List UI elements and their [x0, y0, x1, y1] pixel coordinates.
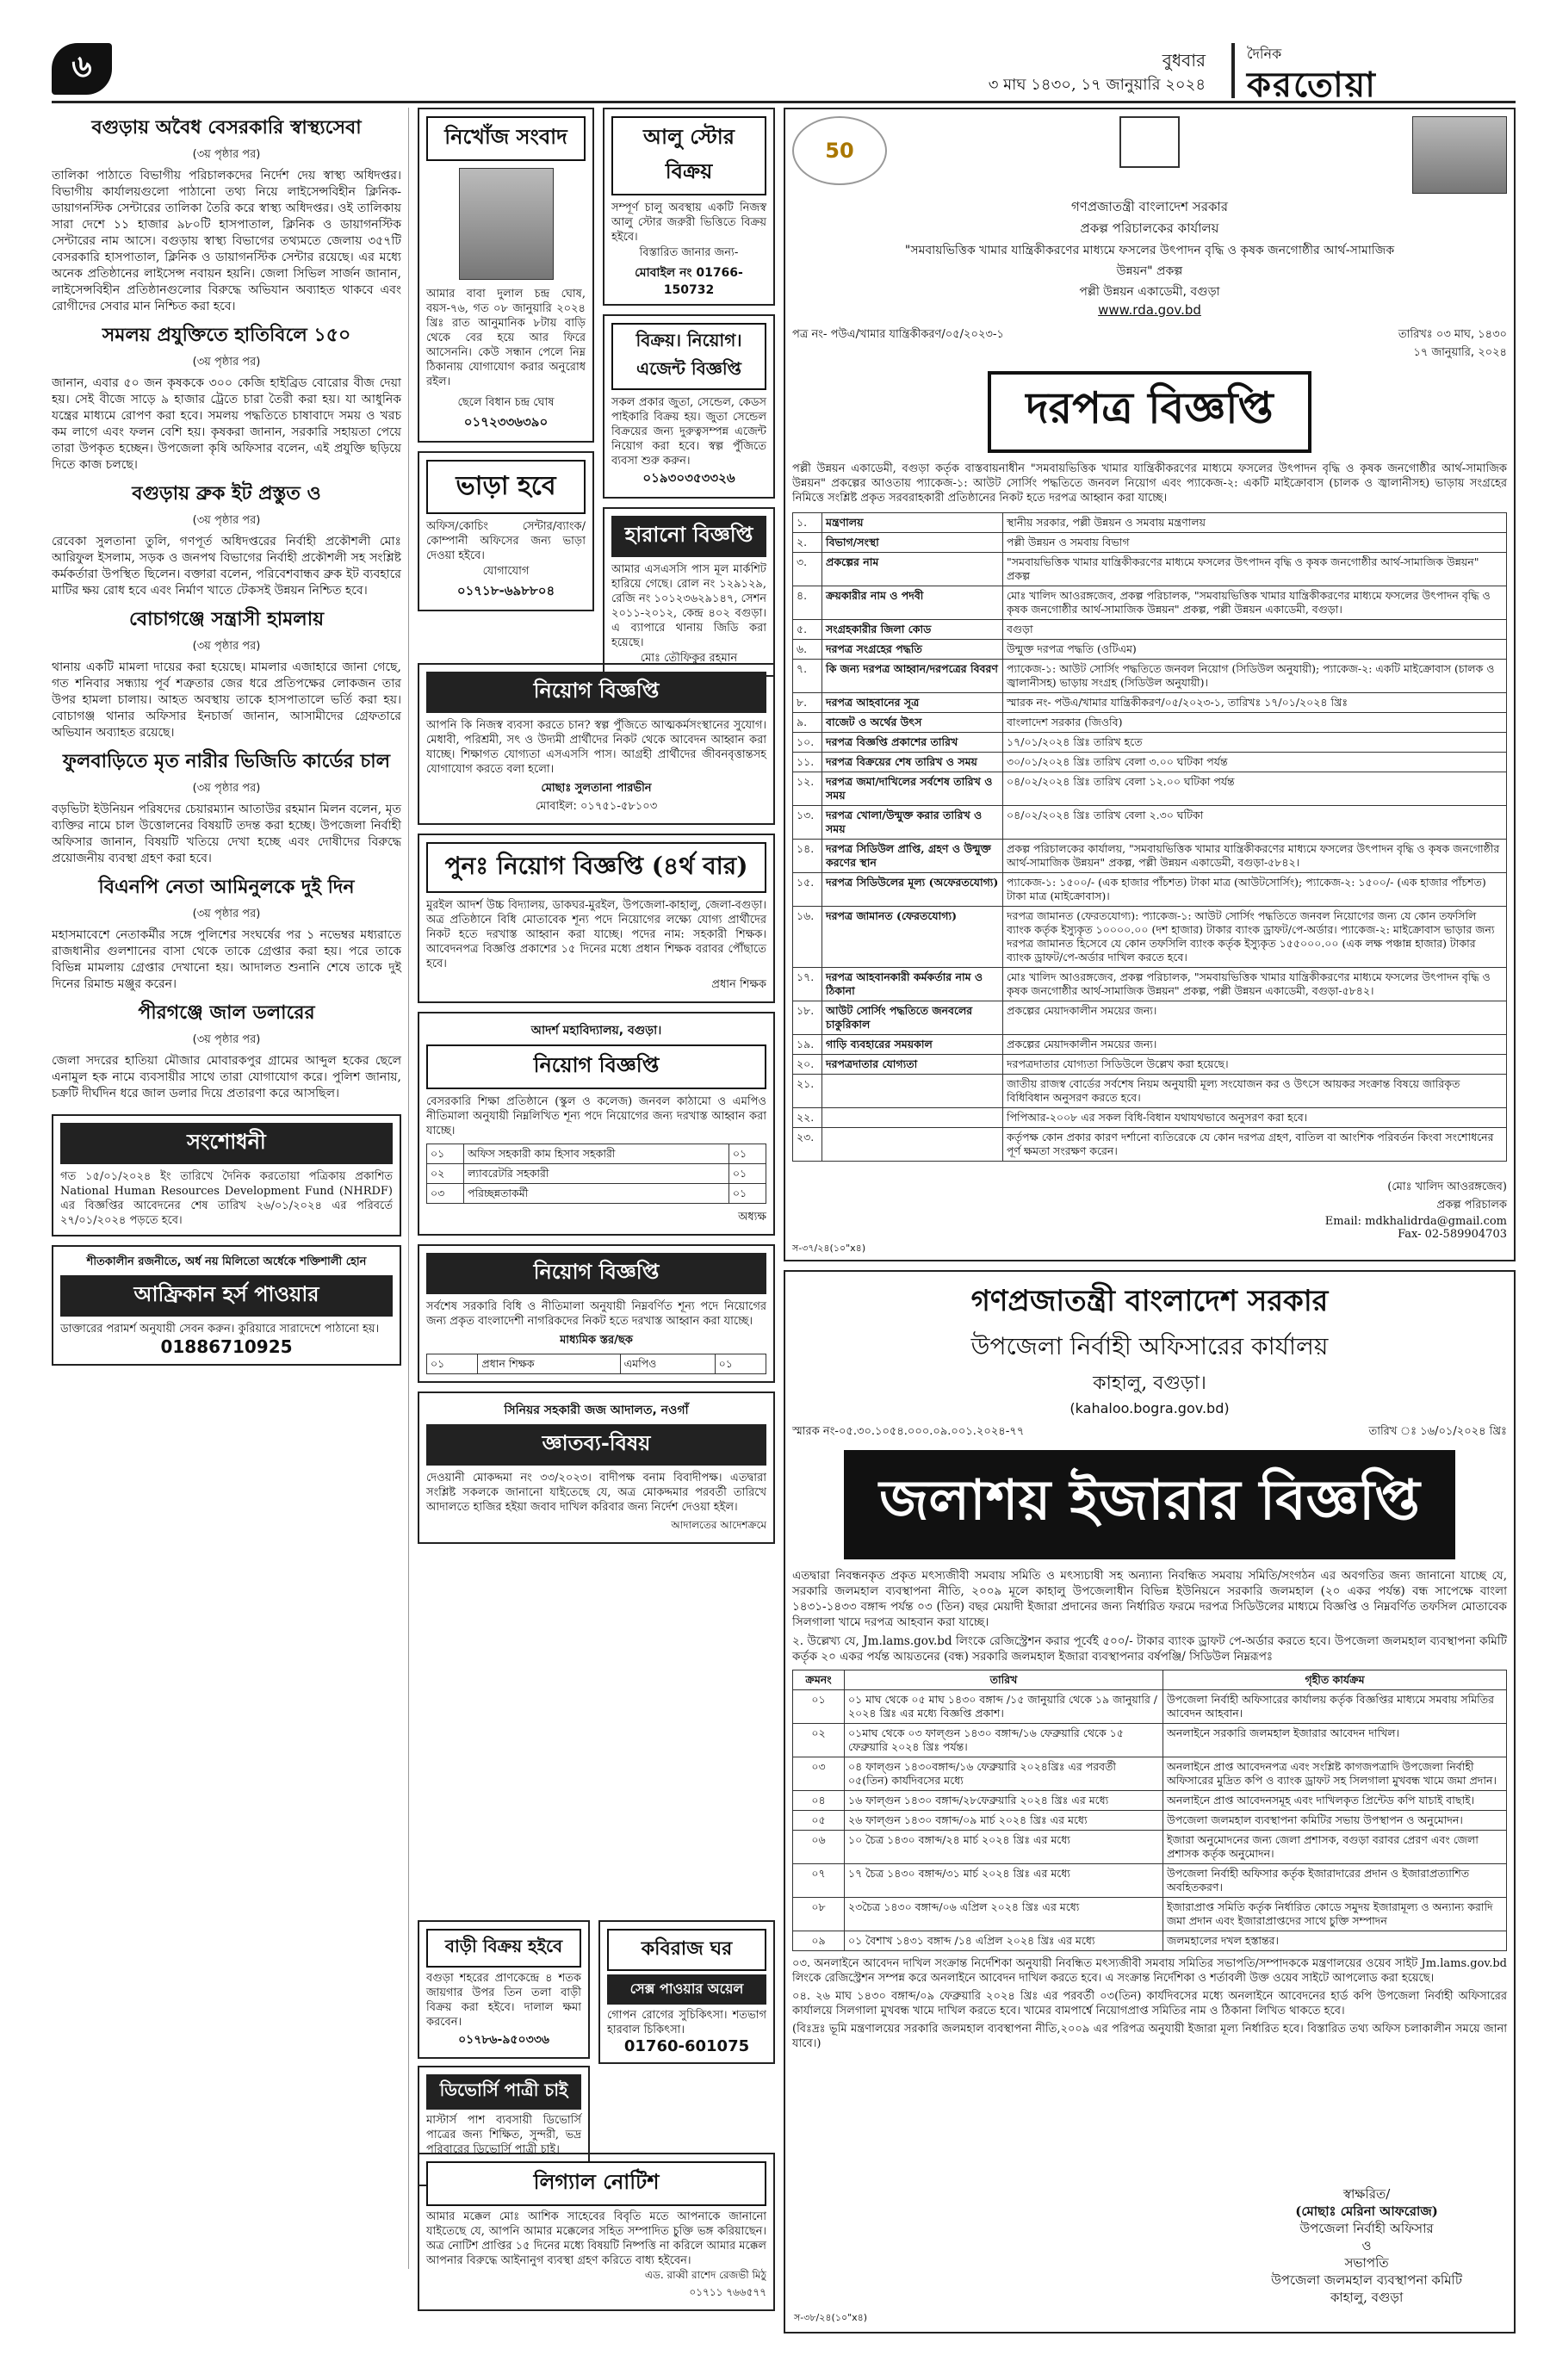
story-title: সমলয় প্রযুক্তিতে হাতিবিলে ১৫০ — [102, 324, 351, 346]
tender-date-label: তারিখঃ — [1398, 328, 1433, 341]
table-row: ১৩. দরপত্র খোলা/উন্মুক্ত করার তারিখ ও সময় ০৪/০২/২০২৪ খ্রিঃ তারিখ বেলা ২.৩০ ঘটিকা — [793, 806, 1507, 840]
tender-project: "সমবায়ভিত্তিক খামার যান্ত্রিকীকরণের মাধ্যমে ফসলের উৎপাদন বৃদ্ধি ও কৃষক জনগোষ্ঠীর আর্থ-সামাজিক উন্নয়ন" প্রকল্প — [904, 244, 1395, 278]
court-notice-ad — [418, 1391, 775, 1544]
ad-phone: ০১৭১৮-৬৯৮৮০৪ — [456, 583, 555, 598]
table-row: ১৯. গাড়ি ব্যবহারের সময়কাল প্রকল্পের মেয়াদকালীন সময়ের জন্য। — [793, 1035, 1507, 1055]
tender-office: প্রকল্প পরিচালকের কার্যালয় — [1080, 220, 1219, 236]
tender-date-bangla: ০৩ মাঘ, ১৪৩০ — [1435, 328, 1507, 341]
ad-phone: 01760-601075 — [623, 2037, 750, 2055]
ad-text: দেওয়ানী মোকদ্দমা নং ৩৩/২০২৩। বাদীপক্ষ বনাম বিবাদীপক্ষ। এতদ্বারা সংশ্লিষ্ট সকলকে জানানো যাইতেছে যে, অত্র মোকদ্দমার পরবর্তী তারিখে আদালতে হাজির হইয়া জবাব দাখিল করিবার জন্য নির্দেশ দেওয়া হইল। — [426, 1472, 766, 1514]
ad-header: আদর্শ মহাবিদ্যালয়, বগুড়া। — [530, 1024, 662, 1038]
tender-academy: পল্লী উন্নয়ন একাডেমী, বগুড়া — [1079, 285, 1220, 299]
table-row: ৩. প্রকল্পের নাম "সমবায়ভিত্তিক খামার যান্ত্রিকীকরণের মাধ্যমে ফসলের উৎপাদন বৃদ্ধি ও কৃষক জনগোষ্ঠীর আর্থ-সামাজিক উন্নয়ন" প্রকল্প — [793, 553, 1507, 586]
ad-column-bottom-a — [418, 1920, 590, 2186]
ad-text: সকল প্রকার জুতা, সেন্ডেল, কেডস পাইকারি বিক্রয় হয়। জুতা সেন্ডেল বিক্রয়ের জন্য দুরুত্বসম্পন্ন এজেন্ট নিয়োগ করা হবে। স্বল্প পুঁজিতে ব্যবসা শুরু করুন। — [611, 396, 766, 468]
table-row: ০১ অফিস সহকারী কাম হিসাব সহকারী ০১ — [427, 1144, 766, 1164]
table-row: ০৯ ০১ বৈশাখ ১৪৩১ বঙ্গাব্দ /১৪ এপ্রিল ২০২৪ খ্রিঃ এর মধ্যে জলমহালের দখল হস্তান্তর। — [793, 1931, 1507, 1951]
ad-text: অফিস/কোচিং সেন্টার/ব্যাংক/কোম্পানী অফিসের জন্য ভাড়া দেওয়া হইবে। — [426, 520, 586, 562]
tender-intro: পল্লী উন্নয়ন একাডেমী, বগুড়া কর্তৃক বাস্তবায়নাধীন "সমবায়ভিত্তিক খামার যান্ত্রিকীকরণের মাধ্যমে ফসলের উৎপাদন বৃদ্ধি ও কৃষক জনগোষ্ঠীর আর্থ-সামাজিক উন্নয়ন" প্রকল্পের আওতায় প্যাকেজ-১: আউট সোর্সিং পদ্ধতিতে জনবল নিয়োগ এবং প্যাকেজ-২: একটি মাইক্রোবাস (চালক ও জ্বালানীসহ) ভাড়ায় সংগ্রহের নিমিত্তে সংশ্লিষ্ট প্রকৃত সরবরাহকারী প্রতিষ্ঠানের নিকট হতে দরপত্র আহ্বান করা যাচ্ছে। — [792, 462, 1507, 505]
ad-contact: অধ্যক্ষ — [738, 1211, 766, 1224]
story-title: বগুড়ায় অবৈধ বেসরকারি স্বাস্থ্যসেবা — [91, 116, 362, 139]
legal-notice-ad — [418, 2153, 775, 2311]
lease-place: কাহালু, বগুড়া। — [1093, 1373, 1206, 1394]
lease-signature: স্বাক্ষরিত/ (মোছাঃ মেরিনা আফরোজ) উপজেলা নির্বাহী অফিসার ও সভাপতি উপজেলা জলমহাল ব্যবস্থাপনা কমিটি কাহালু, বগুড়া — [1271, 2186, 1462, 2305]
ad-phone: 01886710925 — [160, 1336, 293, 1357]
news-story — [52, 872, 401, 993]
ad-title: বাড়ী বিক্রয় হইবে — [426, 1929, 581, 1968]
story-text: জানান, এবার ৫০ জন কৃষককে ৩০০ কেজি হাইব্রিড বোরোর বীজ দেয়া হয়। সেই বীজে সাড়ে ৯ হাজার ট্রেতে চারা তৈরী করা হয়। যা আধুনিক যন্ত্রের মাধ্যমে রোপণ করা হবে। সমলয় পদ্ধতিতে চাষাবাদে সময় ও খরচ কম লাগে এবং ফলন বেশি হয়। কৃষকরা জানান, সরকারি সহায়তা পেয়ে তারা উপকৃত হচ্ছেন। উপজেলা কৃষি অফিসার বলেন, এই প্রযুক্তি ছড়িয়ে দিতে কাজ চলছে। — [52, 376, 401, 472]
ad-column-b — [603, 108, 775, 677]
header-day: বুধবার — [1162, 50, 1206, 71]
ad-text: সর্বশেষ সরকারি বিধি ও নীতিমালা অনুযায়ী নিম্নবর্ণিত শূন্য পদে নিয়োগের জন্য প্রকৃত বাংলাদেশী নাগরিকদের নিকট হতে দরখাস্ত আহ্বান করা যাচ্ছে। — [426, 1300, 766, 1328]
lease-title: জলাশয় ইজারার বিজ্ঞপ্তি — [844, 1450, 1455, 1559]
job-notice-ad-2 — [418, 1244, 775, 1383]
house-sale-ad — [418, 1920, 590, 2059]
table-row: ১২. দরপত্র জমা/দাখিলের সর্বশেষ তারিখ ও সময় ০৪/০২/২০২৪ খ্রিঃ তারিখ বেলা ১২.০০ ঘটিকা পর্যন্ত — [793, 772, 1507, 806]
ad-contact: মোঃ তৌফিকুর রহমান — [640, 652, 738, 665]
ad-title: নিয়োগ বিজ্ঞপ্তি — [426, 1044, 766, 1089]
table-row: ১৬. দরপত্র জামানত (ফেরতযোগ্য) দরপত্র জামানত (ফেরতযোগ্য): প্যাকেজ-১: আউট সোর্সিং পদ্ধতিতে জনবল নিয়োগের জন্য যে কোন তফসিলি ব্যাংক কর্তৃক ইস্যুকৃত ১০০০০.০০ (দশ হাজার) টাকার ব্যাংক ড্রাফট/পে-অর্ডার। প্যাকেজ-২: মাইক্রোবাস ভাড়ার জন্য দরপত্র জামানত হিসেবে যে কোন তফসিলি ব্যাংক কর্তৃক ইস্যুকৃত ১৫৫০০০.০০ (এক লক্ষ পঞ্চান্ন হাজার) টাকার ব্যাংক ড্রাফট/পে-অর্ডার দাখিল করতে হবে। — [793, 907, 1507, 968]
ad-column-a — [418, 108, 594, 611]
page-number: ৬ — [52, 43, 112, 95]
ad-contact: বিস্তারিত জানার জন্য- — [639, 246, 739, 259]
table-row: ০৪ ১৬ ফাল্গুন ১৪৩০ বঙ্গাব্দ/২৮ফেব্রুয়ারি ২০২৪ খ্রিঃ এর মধ্যে অনলাইনে প্রাপ্ত আবেদনসমূহ এবং দাখিলকৃত প্রিন্টেড কপি যাচাই বাছাই। — [793, 1791, 1507, 1811]
lease-note-5: (বিঃদ্রঃ ভূমি মন্ত্রণালয়ের সরকারি জলমহাল ব্যবস্থাপনা নীতি,২০০৯ এর পরিপত্র অনুযায়ী ইজারা মূল্য নির্ধারিত হবে। বিস্তারিত তথ্য অফিস চলাকালীন সময়ে জানা যাবে।) — [792, 2023, 1507, 2050]
ad-text: সম্পূর্ণ চালু অবস্থায় একটি নিজস্ব আলু স্টোর জরুরী ভিত্তিতে বিক্রয় হইবে। — [611, 201, 766, 244]
news-story — [52, 998, 401, 1102]
lease-memo: স্মারক নং-০৫.৩০.১০৫৪.০০০.০৯.০০১.২০২৪-৭৭ — [792, 1425, 1025, 1438]
job-notice-ad — [418, 663, 775, 825]
lease-notice — [784, 1270, 1516, 2334]
table-row: ০৩ ০৪ ফাল্গুন ১৪৩০বঙ্গাব্দ/১৬ ফেব্রুয়ারি ২০২৪খ্রিঃ এর পরবর্তী ০৫(তিন) কার্যদিবসের মধ্যে অনলাইনে প্রাপ্ত আবেদনপত্র এবং সংশ্লিষ্ট কাগজপত্রাদি উপজেলা নির্বাহী অফিসারের মুদ্রিত কপি ও ব্যাংক ড্রাফট সহ সিলগালা মুখবন্ধ খামে জমা প্রদান। — [793, 1757, 1507, 1791]
ad-text: গত ১৫/০১/২০২৪ ইং তারিখে দৈনিক করতোয়া পত্রিকায় প্রকাশিত National Human Resources Development Fund (NHRDF) এর বিজ্ঞপ্তির আবেদনের শেষ তারিখ ২৬/০১/২০২৪ এর পরিবর্তে ২৭/০১/২০২৪ পড়তে হবে। — [60, 1170, 393, 1227]
table-row: ০২ ০১মাঘ থেকে ০৩ ফাল্গুন ১৪৩০ বঙ্গাব্দ/১৬ ফেব্রুয়ারি থেকে ১৫ ফেব্রুয়ারি ২০২৪ খ্রিঃ পর্যন্ত। অনলাইনে সরকারি জলমহাল ইজারার আবেদন দাখিল। — [793, 1724, 1507, 1757]
tender-website[interactable]: www.rda.gov.bd — [1098, 302, 1201, 318]
story-cont: (৩য় পৃষ্ঠার পর) — [192, 514, 261, 527]
ad-contact: আদালতের আদেশক্রমে — [671, 1519, 766, 1531]
table-row: ৯. বাজেট ও অর্থের উৎস বাংলাদেশ সরকার (জিওবি) — [793, 713, 1507, 733]
ad-subtitle: শীতকালীন রজনীতে, অর্ধ নয় মিলিতো অর্ধেকে শক্তিশালী হোন — [86, 1255, 367, 1268]
ad-text: মুরইল আদর্শ উচ্চ বিদ্যালয়, ডাকঘর-মুরইল, উপজেলা-কাহালু, জেলা-বগুড়া। অত্র প্রতিষ্ঠানে বিধি মোতাবেক শূন্য পদে নিয়োগের লক্ষ্যে যোগ্য প্রার্থীদের নিকট হতে দরখাস্ত আহ্বান করা যাচ্ছে। পদের নাম: সহকারী শিক্ষক। আবেদনপত্র বিজ্ঞপ্তি প্রকাশের ১৫ দিনের মধ্যে প্রধান শিক্ষক বরাবর পৌঁছাতে হবে। — [426, 899, 766, 970]
table-row: ২০. দরপত্রদাতার যোগ্যতা দরপত্রদাতার যোগ্যতা সিডিউলে উল্লেখ করা হয়েছে। — [793, 1055, 1507, 1075]
ad-subtitle: সেক্স পাওয়ার অয়েল — [607, 1974, 766, 2005]
ad-phone: ০১৯৩০৩৫৩৩২৬ — [642, 470, 735, 486]
table-row: ০১ ০১ মাঘ থেকে ০৫ মাঘ ১৪৩০ বঙ্গাব্দ /১৫ জানুয়ারি থেকে ১৯ জানুয়ারি /২০২৪ খ্রিঃ এর মধ্যে বিজ্ঞপ্তি প্রকাশ। উপজেলা নির্বাহী অফিসারের কার্যালয় কর্তৃক বিজ্ঞপ্তির মাধ্যমে সমবায় সমিতির আবেদন আহবান। — [793, 1690, 1507, 1724]
lease-gov: গণপ্রজাতন্ত্রী বাংলাদেশ সরকার — [970, 1284, 1329, 1318]
re-job-notice-ad — [418, 834, 775, 1003]
table-row: ০৬ ১০ চৈত্র ১৪৩০ বঙ্গাব্দ/২৪ মার্চ ২০২৪ খ্রিঃ এর মধ্যে ইজারা অনুমোদনের জন্য জেলা প্রশাসক, বগুড়া বরাবর প্রেরণ এবং জেলা প্রশাসক কর্তৃক অনুমোদন। — [793, 1831, 1507, 1864]
news-column — [52, 108, 409, 2269]
tender-title: দরপত্র বিজ্ঞপ্তি — [988, 371, 1311, 453]
ad-title: আলু স্টোর বিক্রয় — [611, 116, 766, 195]
tender-fax: Fax- 02-589904703 — [1398, 1228, 1507, 1241]
table-row: ৮. দরপত্র আহবানের সূত্র স্মারক নং- পউএ/খামার যান্ত্রিকীকরণ/০৫/২০২৩-১, তারিখঃ ১৭/০১/২০২৪ খ্রিঃ — [793, 693, 1507, 713]
lease-office: উপজেলা নির্বাহী অফিসারের কার্যালয় — [970, 1332, 1329, 1360]
missing-person-photo — [459, 168, 554, 280]
story-text: বড়ভিটা ইউনিয়ন পরিষদের চেয়ারম্যান আতাউর রহমান মিলন বলেন, মৃত ব্যক্তির নামে চাল উত্তোলনের বিষয়টি তদন্ত করা হচ্ছে। উপজেলা নির্বাহী অফিসার জানান, বিষয়টি খতিয়ে দেখা হচ্ছে এবং দোষীদের বিরুদ্ধে প্রয়োজনীয় ব্যবস্থা গ্রহণ করা হবে। — [52, 803, 401, 865]
leader-portrait — [1412, 116, 1507, 194]
ad-title: আফ্রিকান হর্স পাওয়ার — [60, 1275, 393, 1317]
table-row: ১০. দরপত্র বিজ্ঞপ্তি প্রকাশের তারিখ ১৭/০১/২০২৪ খ্রিঃ তারিখ হতে — [793, 733, 1507, 753]
story-cont: (৩য় পৃষ্ঠার পর) — [192, 640, 261, 653]
ad-title: নিয়োগ বিজ্ঞপ্তি — [426, 672, 766, 713]
missing-person-ad — [418, 108, 594, 443]
ad-title: জ্ঞাতব্য-বিষয় — [426, 1424, 766, 1466]
header-date: ৩ মাঘ ১৪৩০, ১৭ জানুয়ারি ২০২৪ — [988, 76, 1206, 94]
correction-ad — [52, 1114, 401, 1236]
ad-contact: মোছাঃ সুলতানা পারভীন — [541, 782, 652, 795]
story-title: বোচাগঞ্জে সন্ত্রাসী হামলায় — [128, 608, 325, 630]
table-row: ০৭ ১৭ চৈত্র ১৪৩০ বঙ্গাব্দ/৩১ মার্চ ২০২৪ খ্রিঃ এর মধ্যে উপজেলা নির্বাহী অফিসার কর্তৃক ইজারাদারের প্রদান ও ইজারাপ্রত্যাশিত অবহিতকরণ। — [793, 1864, 1507, 1898]
ad-text: আপনি কি নিজস্ব ব্যবসা করতে চান? স্বল্প পুঁজিতে আত্মকর্মসংস্থানের সুযোগ। মেধাবী, পরিশ্রমী, সৎ ও উদ্যমী প্রার্থীদের নিকট থেকে আবেদন আহ্বান করা যাচ্ছে। শিক্ষাগত যোগ্যতা এসএসসি পাস। আগ্রহী প্রার্থীদের জীবনবৃত্তান্তসহ যোগাযোগ করতে বলা হলো। — [426, 719, 766, 776]
medicine-ad — [52, 1245, 401, 1366]
table-row: ১৫. দরপত্র সিডিউলের মূল্য (অফেরতযোগ্য) প্যাকেজ-১: ১৫০০/- (এক হাজার পাঁচশত) টাকা মাত্র (আউটসোর্সিং); প্যাকেজ-২: ১৫০০/- (এক হাজার পাঁচশত) টাকা মাত্র (মাইক্রোবাস)। — [793, 873, 1507, 907]
ad-title: নিয়োগ বিজ্ঞপ্তি — [426, 1253, 766, 1294]
page-header — [52, 43, 1516, 103]
anniversary-logo: 50 — [792, 116, 887, 185]
story-title: বগুড়ায় ব্রুক ইট প্রস্তুত ও — [132, 482, 321, 505]
tender-signer: (মোঃ খালিদ আওরঙ্গজেব) — [1387, 1181, 1507, 1193]
ad-contact: প্রধান শিক্ষক — [711, 978, 766, 991]
ad-phone: ০১৭৮৬-৯৫০৩৩৬ — [458, 2033, 549, 2047]
table-row: ০৫ ২৬ ফাল্গুন ১৪৩০ বঙ্গাব্দ/০৯ মার্চ ২০২৪ খ্রিঃ এর মধ্যে উপজেলা জলমহাল ব্যবস্থাপনা কমিটির সভায় উপস্থাপন ও অনুমোদন। — [793, 1811, 1507, 1831]
table-row: ০৩ পরিচ্ছন্নতাকর্মী ০১ — [427, 1184, 766, 1204]
tender-date-english: ১৭ জানুয়ারি, ২০২৪ — [1413, 346, 1507, 359]
table-row: ০১ প্রধান শিক্ষক এমপিও ০১ — [427, 1354, 766, 1374]
ad-header: সিনিয়র সহকারী জজ আদালত, নওগাঁ — [504, 1404, 689, 1417]
ad-title: বিক্রয়। নিয়োগ। এজেন্ট বিজ্ঞপ্তি — [611, 323, 766, 390]
tender-notice — [784, 108, 1516, 1261]
ad-title: সংশোধনী — [60, 1123, 393, 1164]
ad-phone: ০১৭২৩৩৬৩৯০ — [463, 414, 549, 430]
table-row: ১১. দরপত্র বিক্রয়ের শেষ তারিখ ও সময় ৩০/০১/২০২৪ খ্রিঃ তারিখ বেলা ৩.০০ ঘটিকা পর্যন্ত — [793, 753, 1507, 772]
table-row: ৪. ক্রয়কারীর নাম ও পদবী মোঃ খালিদ আওরঙ্গজেব, প্রকল্প পরিচালক, "সমবায়ভিত্তিক খামার যান্ত্রিকীকরণের মাধ্যমে ফসলের উৎপাদন বৃদ্ধি ও কৃষক জনগোষ্ঠীর আর্থ-সামাজিক উন্নয়ন" প্রকল্প, পল্লী উন্নয়ন একাডেমী, বগুড়া। — [793, 586, 1507, 620]
ad-column-bottom-b — [598, 1920, 775, 2064]
table-row: ২২. পিপিআর-২০০৮ এর সকল বিধি-বিধান যথাযথভাবে অনুসরণ করা হবে। — [793, 1108, 1507, 1128]
lease-date: তারিখ ঃ ১৬/০১/২০২৪ খ্রিঃ — [1368, 1425, 1507, 1438]
rent-ad — [418, 451, 594, 611]
table-row: ১৮. আউট সোর্সিং পদ্ধতিতে জনবলের চাকুরিকাল প্রকল্পের মেয়াদকালীন সময়ের জন্য। — [793, 1001, 1507, 1035]
ad-phone: মোবাইল: ০১৭৫১-৫৮১০৩ — [535, 800, 658, 813]
story-title: পীরগঞ্জে জাল ডলারের — [138, 1001, 315, 1024]
ad-contact: যোগাযোগ — [482, 565, 530, 578]
story-cont: (৩য় পৃষ্ঠার পর) — [192, 782, 261, 795]
story-cont: (৩য় পৃষ্ঠার পর) — [192, 356, 261, 369]
story-title: ফুলবাড়িতে মৃত নারীর ভিজিডি কার্ডের চাল — [62, 750, 391, 772]
table-row: ১৪. দরপত্র সিডিউল প্রাপ্তি, গ্রহণ ও উন্মুক্ত করণের স্থান প্রকল্প পরিচালকের কার্যালয়, "সমবায়ভিত্তিক খামার যান্ত্রিকীকরণের মাধ্যমে ফসলের উৎপাদন বৃদ্ধি ও কৃষক জনগোষ্ঠীর আর্থ-সামাজিক উন্নয়ন" প্রকল্প, পল্লী উন্নয়ন একাডেমী, বগুড়া-৫৮৪২। — [793, 840, 1507, 873]
tender-table — [792, 512, 1507, 1162]
potato-store-ad — [603, 108, 775, 306]
sale-agent-ad — [603, 314, 775, 499]
lease-schedule-table — [792, 1670, 1507, 1951]
college-post-table — [426, 1144, 766, 1204]
ad-text: বেসরকারি শিক্ষা প্রতিষ্ঠানে (স্কুল ও কলেজ) জনবল কাঠামো ও এমপিও নীতিমালা অনুযায়ী নিম্নলিখিত শূন্য পদে নিয়োগের জন্য দরখাস্ত আহ্বান করা যাচ্ছে। — [426, 1095, 766, 1137]
kabiraj-ad — [598, 1920, 775, 2064]
ad-phone: মোবাইল নং 01766-150732 — [635, 266, 743, 297]
news-story — [52, 113, 401, 315]
table-row: ১৭. দরপত্র আহবানকারী কর্মকর্তার নাম ও ঠিকানা মোঃ খালিদ আওরঙ্গজেব, প্রকল্প পরিচালক, "সমবায়ভিত্তিক খামার যান্ত্রিকীকরণের মাধ্যমে ফসলের উৎপাদন বৃদ্ধি ও কৃষক জনগোষ্ঠীর আর্থ-সামাজিক উন্নয়ন" প্রকল্প, পল্লী উন্নয়ন একাডেমী, বগুড়া-৫৮৪২। — [793, 968, 1507, 1001]
table-row: ২. বিভাগ/সংস্থা পল্লী উন্নয়ন ও সমবায় বিভাগ — [793, 533, 1507, 553]
rda-logo — [1119, 116, 1180, 168]
ad-subtitle: মাধ্যমিক স্তর/ছক — [560, 1334, 633, 1347]
ad-text: মাস্টার্স পাশ ব্যবসায়ী ডিভোর্সি পাত্রের জন্য শিক্ষিত, সুন্দরী, ভদ্র পরিবারের ডিভোর্সি পাত্রী চাই। — [426, 2114, 581, 2156]
ad-contact: ছেলে বিধান চন্দ্র ঘোষ — [457, 396, 555, 409]
table-row: ৭. কি জন্য দরপত্র আহ্বান/দরপত্রের বিবরণ প্যাকেজ-১: আউট সোর্সিং পদ্ধতিতে জনবল নিয়োগ (সিডিউল অনুযায়ী); প্যাকেজ-২: একটি মাইক্রোবাস (চালক ও জ্বালানীসহ) ভাড়ায় সংগ্রহ (সিডিউল অনুযায়ী)। — [793, 660, 1507, 693]
news-story — [52, 604, 401, 741]
table-row: ২৩. কর্তৃপক্ষ কোন প্রকার কারণ দর্শানো ব্যতিরেকে যে কোন দরপত্র গ্রহণ, বাতিল বা আংশিক পরিবর্তন কিংবা সংশোধনের পূর্ণ ক্ষমতা সংরক্ষণ করেন। — [793, 1128, 1507, 1162]
table-row: ১. মন্ত্রণালয় স্থানীয় সরকার, পল্লী উন্নয়ন ও সমবায় মন্ত্রণালয় — [793, 513, 1507, 533]
ad-phone: ০১৭১১ ৭৬৬৫৭৭ — [689, 2286, 766, 2298]
story-text: মহাসমাবেশে নেতাকর্মীর সঙ্গে পুলিশের সংঘর্ষের পর ১ নভেম্বর মধ্যরাতে রাজধানীর গুলশানের বাসা থেকে তাকে গ্রেপ্তার করা হয়। পরে তাকে বিভিন্ন মামলায় গ্রেপ্তার দেখানো হয়। আদালত শুনানি শেষে তাকে দুই দিনের রিমান্ড মঞ্জুর করেন। — [52, 928, 401, 991]
post-table — [426, 1354, 766, 1374]
story-text: থানায় একটি মামলা দায়ের করা হয়েছে। মামলার এজাহারে জানা গেছে, গত শনিবার সন্ধ্যায় পূর্ব শত্রুতার জের ধরে প্রতিপক্ষের লোকজন তার উপর হামলা চালায়। আহত অবস্থায় তাকে হাসপাতালে ভর্তি করা হয়। বোচাগঞ্জ থানার অফিসার ইনচার্জ জানান, আসামীদের গ্রেফতারে অভিযান অব্যাহত রয়েছে। — [52, 660, 401, 740]
ad-title: নিখোঁজ সংবাদ — [426, 116, 586, 161]
ad-text: বগুড়া শহরের প্রাণকেন্দ্রে ৪ শতক জায়গার উপর তিন তলা বাড়ী বিক্রয় করা হইবে। দালাল ক্ষমা করবেন। — [426, 1972, 581, 2029]
table-header-row: ক্রমনং তারিখ গৃহীত কার্যক্রম — [793, 1670, 1507, 1690]
ad-title: ডিভোর্সি পাত্রী চাই — [426, 2074, 581, 2110]
college-job-ad — [418, 1012, 775, 1236]
table-row: ০৮ ২৩চৈত্র ১৪৩০ বঙ্গাব্দ/০৬ এপ্রিল ২০২৪ খ্রিঃ এর মধ্যে ইজারাপ্রাপ্ত সমিতি কর্তৃক নির্ধারিত কোডে সমুদয় ইজারামূল্য ও অন্যান্য করাদি জমা প্রদান এবং ইজারাপ্রাপ্তদের সাথে চুক্তি সম্পাদন — [793, 1898, 1507, 1931]
ad-title: লিগ্যাল নোটিশ — [426, 2161, 766, 2206]
story-text: জেলা সদরের হাতিয়া মৌজার মোবারকপুর গ্রামের আব্দুল হকের ছেলে এনামুল হক নামে ব্যবসায়ীর সাথে তারা যোগাযোগ করে। পুলিশ জানায়, চক্রটি দীর্ঘদিন ধরে জাল ডলার দিয়ে প্রতারণা করে আসছিল। — [52, 1054, 401, 1100]
lease-note-4: ০৪. ২৬ মাঘ ১৪৩০ বঙ্গাব্দ/০৯ ফেব্রুয়ারি ২০২৪ খ্রিঃ এর পরবর্তী ০৩(তিন) কার্যদিবসের মধ্যে অনলাইনে আবেদনের হার্ড কপি উপজেলা নির্বাহী অফিসারের কার্যালয়ে সিলগালা মুখবন্ধ খামে দাখিল করতে হবে। খামের বামপার্শ্বে নিয়োগপ্রাপ্ত সমিতির নাম ও ঠিকানা লিখিত থাকতে হবে। — [792, 1990, 1507, 2017]
table-row: ২১. জাতীয় রাজস্ব বোর্ডের সর্বশেষ নিয়ম অনুযায়ী মূল্য সংযোজন কর ও উৎসে আয়কর সংক্রান্ত বিষয়ে জারিকৃত বিধিবিধান অনুসরণ করতে হবে। — [793, 1075, 1507, 1108]
story-text: তালিকা পাঠাতে বিভাগীয় পরিচালকদের নির্দেশ দেয় স্বাস্থ্য অধিদপ্তর। বিভাগীয় কার্যালয়গুলো পাঠানো তথ্য নিয়ে লাইসেন্সবিহীন ক্লিনিক-ডায়াগনস্টিক সেন্টারের তালিকা তৈরি করে স্বাস্থ্য অধিদপ্তর। ওই তালিকায় সারা দেশে ১১ হাজার ৯৮০টি হাসপাতাল, ক্লিনিক ও ডায়াগনস্টিক সেন্টারের নাম আসে। বগুড়ায় স্বাস্থ্য বিভাগের তথ্যমতে জেলায় ৩৫৭টি বেসরকারি হাসপাতাল, ক্লিনিক ও ডায়াগনস্টিক সেন্টার রয়েছে। এর মধ্যে অনেক প্রতিষ্ঠানের লাইসেন্স নবায়ন হয়নি। জেলা সিভিল সার্জন জানান, লাইসেন্সবিহীন প্রতিষ্ঠানগুলোর বিরুদ্ধে অভিযান অব্যাহত থাকবে এবং রোগীদের সেবার মান নিশ্চিত করা হবে। — [52, 169, 401, 313]
ad-text: গোপন রোগের সুচিকিৎসা। শতভাগ হারবাল চিকিৎসা। — [607, 2009, 766, 2036]
table-row: ৫. সংগ্রহকারীর জিলা কোড বগুড়া — [793, 620, 1507, 640]
ad-title: হারানো বিজ্ঞপ্তি — [611, 516, 766, 557]
story-title: বিএনপি নেতা আমিনুলকে দুই দিন — [98, 876, 355, 898]
ad-contact: এড. রাব্বী রাশেদ রেজভী মিঠু — [644, 2269, 766, 2281]
ad-column-legal — [418, 2153, 775, 2311]
ad-title: ভাড়া হবে — [426, 460, 586, 514]
lease-website[interactable]: (kahaloo.bogra.gov.bd) — [1070, 1400, 1230, 1416]
story-cont: (৩য় পৃষ্ঠার পর) — [192, 1033, 261, 1046]
tender-memo: পত্র নং- পউএ/খামার যান্ত্রিকীকরণ/০৫/২০২৩-১ — [792, 328, 1004, 341]
story-text: রেবেকা সুলতানা তুলি, গণপূর্ত অধিদপ্তরের নির্বাহী প্রকৌশলী মোঃ আরিফুল ইসলাম, সড়ক ও জনপথ বিভাগের নির্বাহী প্রকৌশলী সহ সংশ্লিষ্ট কর্মকর্তারা উপস্থিত ছিলেন। বক্তারা বলেন, পরিবেশবান্ধব ব্রুক ইট ব্যবহারে মাটির ক্ষয় রোধ হবে এবং নির্মাণ খাতে টেকসই উন্নয়ন নিশ্চিত হবে। — [52, 535, 401, 598]
ad-column-wide — [418, 663, 775, 1544]
ad-title: কবিরাজ ঘর — [607, 1929, 766, 1971]
story-cont: (৩য় পৃষ্ঠার পর) — [192, 148, 261, 161]
lease-intro: এতদ্বারা নিবন্ধনকৃত প্রকৃত মৎস্যজীবী সমবায় সমিতি ও মৎস্যচাষী সহ অন্যান্য নিবন্ধিত সমবায় সমিতি/সংগঠন এর অবগতির জন্য জানানো যাচ্ছে যে, সরকারি জলমহাল ব্যবস্থাপনা নীতি, ২০০৯ মূলে কাহালু উপজেলাধীন বিভিন্ন ইউনিয়নে সরকারি জলমহাল (২০ একর পর্যন্ত) বন্ধ সাপেক্ষে বাংলা ১৪৩১-১৪৩৩ বঙ্গাব্দ পর্যন্ত ০৩ (তিন) বছর মেয়াদী ইজারা প্রদানের জন্য নির্ধারিত ফরমে দরপত্র সিডিউলের মাধ্যমে বিজ্ঞপ্তি ও নিম্নবর্ণিত তফসিল মোতাবেক সিলগালা খামে দরপত্র আহবান করা যাচ্ছে। — [792, 1569, 1507, 1629]
tender-signer-title: প্রকল্প পরিচালক — [1436, 1199, 1507, 1212]
ad-text: আমার বাবা দুলাল চন্দ্র ঘোষ, বয়স-৭৬, গত ০৮ জানুয়ারি ২০২৪ খ্রিঃ রাত আনুমানিক ৮টায় বাড়ি থেকে বের হয়ে আর ফিরে আসেননি। কেউ সন্ধান পেলে নিম্ন ঠিকানায় যোগাযোগ করার অনুরোধ রইল। — [426, 288, 586, 388]
news-story — [52, 320, 401, 474]
lease-note-2: ২. উল্লেখ্য যে, Jm.lams.gov.bd লিংকে রেজিস্ট্রেশন করার পূর্বেই ৫০০/- টাকার ব্যাংক ড্রাফট পে-অর্ডার করতে হবে। উপজেলা জলমহাল ব্যবস্থাপনা কমিটি কর্তৃক ২০ একর পর্যন্ত আয়তনের (বন্ধ) সরকারি জলমহাল ইজারা ব্যবস্থাপনার বর্ষপঞ্জি/ সিডিউল নিম্নরূপঃ — [792, 1634, 1507, 1664]
ad-text: আমার মক্কেল মোঃ আশিক সাহেবের বিবৃতি মতে আপনাকে জানানো যাইতেছে যে, আপনি আমার মক্কেলের সহিত সম্পাদিত চুক্তি ভঙ্গ করিয়াছেন। অত্র নোটিশ প্রাপ্তির ১৫ দিনের মধ্যে বিষয়টি নিষ্পত্তি না করিলে আমার মক্কেল আপনার বিরুদ্ধে আইনানুগ ব্যবস্থা গ্রহণ করিতে বাধ্য হইবেন। — [426, 2210, 766, 2267]
ad-text: আমার এসএসসি পাস মূল মার্কশিট হারিয়ে গেছে। রোল নং ১২৯১২৯, রেজি নং ১০১২৩৬২৯১৪৭, সেশন ২০১১-২০১২, কেন্দ্র ৪০২ বগুড়া। এ ব্যাপারে থানায় জিডি করা হয়েছে। — [611, 563, 766, 649]
table-row: ০২ ল্যাবরেটরি সহকারী ০১ — [427, 1164, 766, 1184]
news-story — [52, 747, 401, 867]
tender-gov: গণপ্রজাতন্ত্রী বাংলাদেশ সরকার — [1070, 199, 1229, 214]
table-row: ৬. দরপত্র সংগ্রহের পদ্ধতি উন্মুক্ত দরপত্র পদ্ধতি (ওটিএম) — [793, 640, 1507, 660]
newspaper-logo: দৈনিক করতোয়া — [1231, 43, 1516, 98]
lost-notice-ad — [603, 507, 775, 677]
lease-note-3: ০৩. অনলাইনে আবেদন দাখিল সংক্রান্ত নির্দেশিকা অনুযায়ী নিবন্ধিত মৎস্যজীবী সমবায় সমিতির সভাপতি/সম্পাদককে মন্ত্রণালয়ের ওয়েব সাইট Jm.lams.gov.bd লিংকে রেজিস্ট্রেশন সম্পন্ন করে অনলাইনে আবেদন দাখিল করতে হবে। এ সংক্রান্ত নির্দেশিকা ও শর্তাবলী উক্ত ওয়েব সাইটে আপলোড করা হয়েছে। — [792, 1957, 1507, 1985]
tender-email: Email: mdkhalidrda@gmail.com — [1324, 1215, 1507, 1228]
tender-code: স-৩৭/২৪(১০"x৪) — [792, 1243, 866, 1254]
ad-title: পুনঃ নিয়োগ বিজ্ঞপ্তি (৪র্থ বার) — [426, 842, 766, 893]
ad-text: ডাক্তারের পরামর্শ অনুযায়ী সেবন করুন। কুরিয়ারে সারাদেশে পাঠানো হয়। — [60, 1323, 380, 1336]
news-story — [52, 479, 401, 599]
story-cont: (৩য় পৃষ্ঠার পর) — [192, 908, 261, 920]
lease-code: স-৩৮/২৪(১০"x৪) — [794, 2312, 868, 2323]
